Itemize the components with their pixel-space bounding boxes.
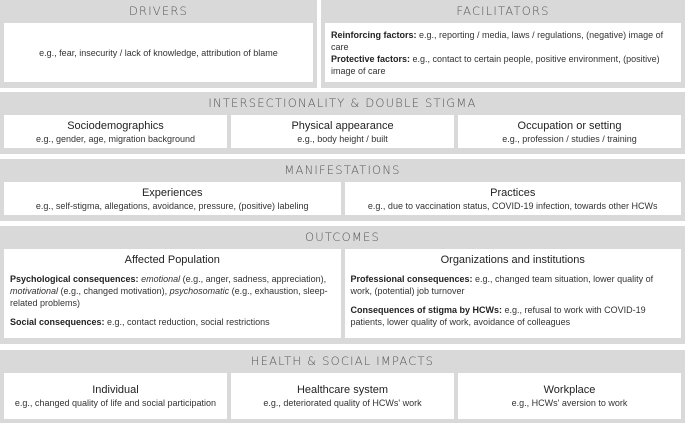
drivers-panel [0, 0, 317, 88]
drivers-text: e.g., fear, insecurity / lack of knowledge, attribution of blame [39, 47, 278, 58]
motivational-term: motivational [10, 286, 59, 296]
cell-text: e.g., body height / built [297, 133, 388, 144]
reinforcing-label: Reinforcing factors: [331, 30, 417, 40]
emotional-term: emotional [141, 274, 181, 284]
affected-population-cell [4, 249, 341, 338]
professional-consequences [351, 273, 676, 297]
cell-text: e.g., due to vaccination status, COVID-19 infection, towards other HCWs [367, 200, 658, 211]
intersectionality-title: INTERSECTIONALITY & DOUBLE STIGMA [208, 96, 477, 110]
psychosomatic-term: psychosomatic [169, 286, 230, 296]
hcw-text: e.g., refusal to work with COVID-19 patients, lower quality of work, avoidance of colleagues [350, 305, 646, 327]
prof-label: Professional consequences: [350, 274, 473, 284]
prof-text: e.g., changed team situation, lower quality of work, (potential) job turnover [350, 274, 654, 296]
cell-text: e.g., HCWs' aversion to work [511, 398, 628, 408]
occupation-cell [458, 115, 681, 148]
psych-label: Psychological consequences: [10, 274, 139, 284]
social-consequences [10, 316, 335, 328]
healthcare-system-cell [231, 373, 454, 419]
cell-heading: Sociodemographics [67, 119, 164, 132]
drivers-cell [4, 23, 313, 82]
physical-appearance-cell [231, 115, 454, 148]
workplace-cell [458, 373, 681, 419]
intersectionality-panel [0, 92, 685, 154]
facilitators-cell [325, 23, 681, 82]
reinforcing-factors [331, 29, 675, 53]
facilitators-title: FACILITATORS [456, 4, 550, 18]
manifestations-title: MANIFESTATIONS [284, 163, 401, 177]
cell-heading: Practices [490, 186, 536, 199]
protective-label: Protective factors: [331, 54, 411, 64]
protective-text: e.g., contact to certain people, positive environment, (positive) image of care [331, 54, 660, 76]
affected-population-heading: Affected Population [124, 254, 220, 266]
experiences-cell [4, 182, 341, 215]
social-text: e.g., contact reduction, social restrictions [104, 317, 270, 327]
social-label: Social consequences: [10, 317, 105, 327]
reinforcing-text: e.g., reporting / media, laws / regulations, (negative) image of care [331, 30, 664, 52]
hcw-label: Consequences of stigma by HCWs: [350, 305, 503, 315]
impacts-title: HEALTH & SOCIAL IMPACTS [250, 354, 435, 368]
drivers-title: DRIVERS [128, 4, 189, 18]
facilitators-panel [321, 0, 685, 88]
cell-heading: Healthcare system [296, 384, 389, 396]
psychological-consequences [10, 273, 335, 309]
emotional-text: (e.g., anger, sadness, appreciation), [180, 274, 327, 284]
organizations-cell [345, 249, 682, 338]
individual-cell [4, 373, 227, 419]
cell-text: e.g., deteriorated quality of HCWs' work [263, 398, 422, 408]
cell-heading: Occupation or setting [517, 119, 622, 132]
impacts-panel [0, 350, 685, 423]
outcomes-title: OUTCOMES [305, 230, 380, 244]
manifestations-panel [0, 159, 685, 221]
cell-text: e.g., profession / studies / training [502, 133, 637, 144]
cell-heading: Workplace [543, 384, 596, 396]
cell-text: e.g., changed quality of life and social participation [14, 398, 217, 408]
outcomes-panel [0, 226, 685, 344]
cell-text: e.g., gender, age, migration background [35, 133, 196, 144]
cell-heading: Individual [92, 384, 139, 396]
hcw-stigma-consequences [351, 304, 676, 328]
psychosomatic-text: (e.g., exhaustion, sleep-related problems) [10, 286, 328, 308]
practices-cell [345, 182, 682, 215]
motivational-text: (e.g., changed motivation), [58, 286, 170, 296]
cell-heading: Experiences [141, 186, 203, 199]
protective-factors [331, 53, 675, 77]
cell-heading: Physical appearance [291, 119, 394, 132]
organizations-heading: Organizations and institutions [440, 254, 585, 266]
cell-text: e.g., self-stigma, allegations, avoidance, pressure, (positive) labeling [35, 200, 309, 211]
sociodemographics-cell [4, 115, 227, 148]
